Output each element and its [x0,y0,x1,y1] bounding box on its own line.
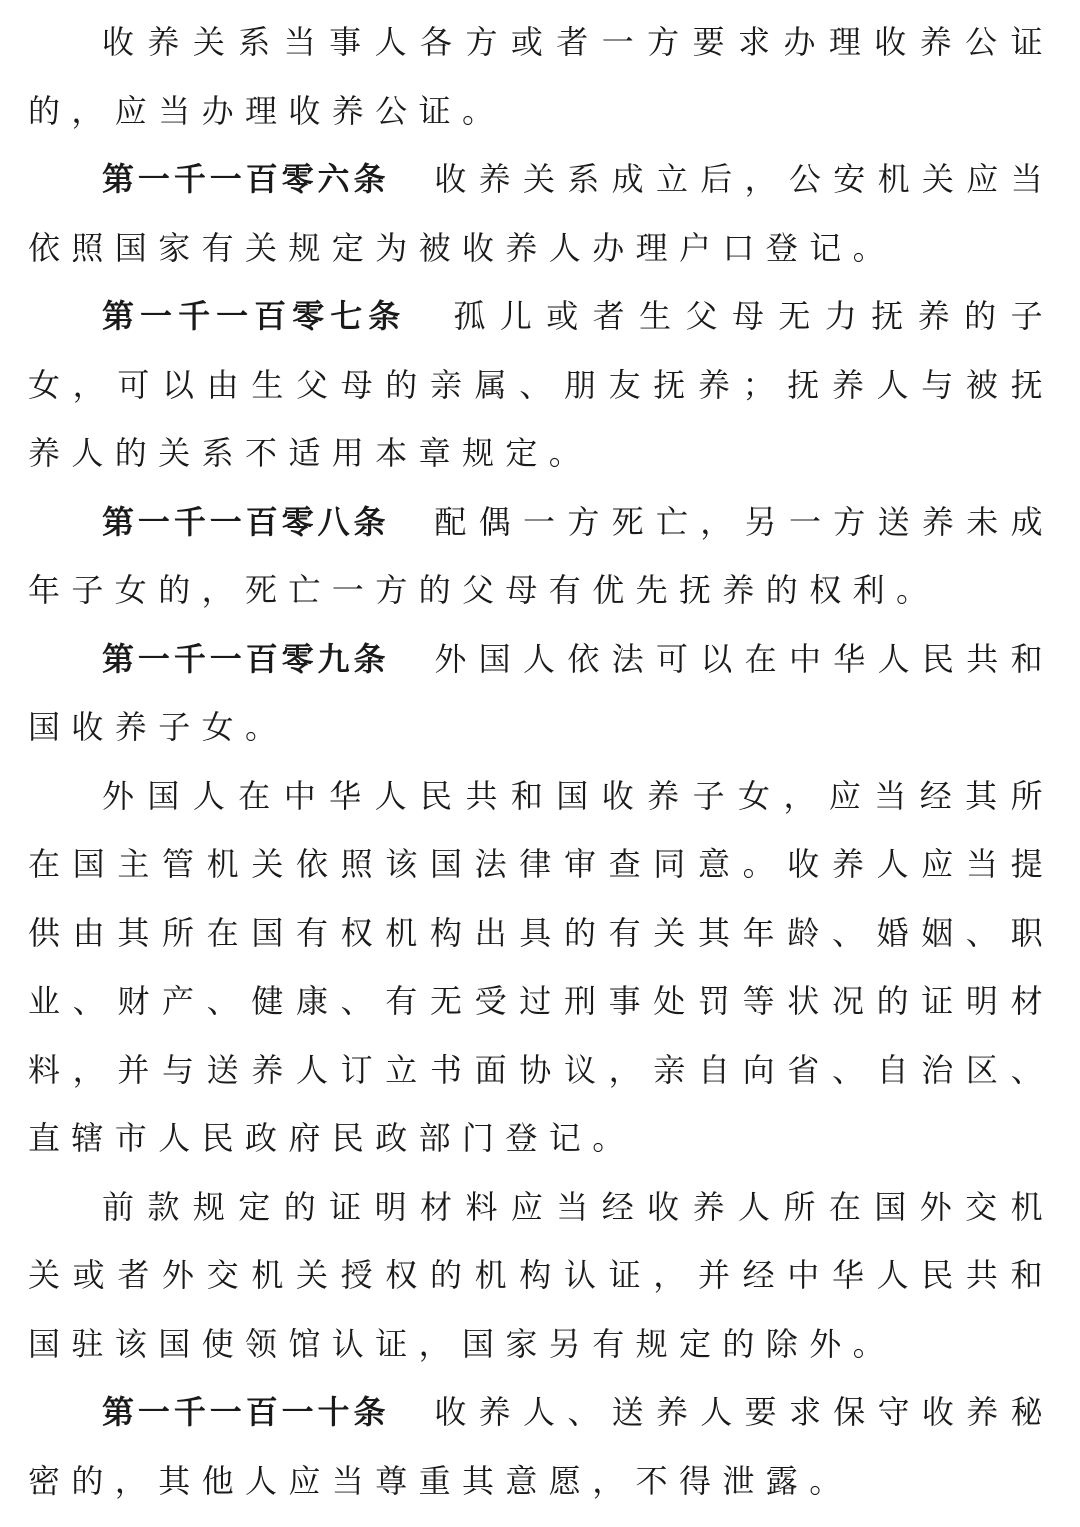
paragraph-text: 外国人在中华人民共和国收养子女，应当经其所在国主管机关依照该国法律审查同意。收养人应当提供由其所在国有权机构出具的有关其年龄、婚姻、职业、财产、健康、有无受过刑事处罚等状况的证明材料，并与送养人订立书面协议，亲自向省、自治区、直辖市人民政府民政部门登记。 [28,776,1054,1157]
article-1106 [28,145,1054,282]
article-1107 [28,282,1054,488]
paragraph-adoption-notarization [28,8,1054,145]
paragraph-certification [28,1173,1054,1379]
article-text: 收养人、送养人要求保守收养秘密的，其他人应当尊重其意愿，不得泄露。 [28,1393,1054,1500]
article-heading: 第一千一百零七条 [102,297,407,335]
article-heading: 第一千一百零九条 [102,639,390,678]
article-text: 配偶一方死亡，另一方送养未成年子女的，死亡一方的父母有优先抚养的权利。 [28,502,1054,609]
article-heading: 第一千一百零八条 [102,502,390,541]
article-1108 [28,488,1054,625]
paragraph-text: 收养关系当事人各方或者一方要求办理收养公证的，应当办理收养公证。 [28,23,1054,130]
article-text: 外国人依法可以在中华人民共和国收养子女。 [28,639,1054,746]
paragraph-text: 前款规定的证明材料应当经收养人所在国外交机关或者外交机关授权的机构认证，并经中华人民共和国驻该国使领馆认证，国家另有规定的除外。 [28,1187,1054,1363]
article-heading: 第一千一百一十条 [102,1393,390,1431]
article-heading: 第一千一百零六条 [102,160,390,198]
article-text: 收养关系成立后，公安机关应当依照国家有关规定为被收养人办理户口登记。 [28,160,1054,267]
article-text: 孤儿或者生父母无力抚养的子女，可以由生父母的亲属、朋友抚养；抚养人与被抚养人的关系不适用本章规定。 [28,297,1054,472]
article-1109 [28,625,1054,762]
paragraph-foreign-adoption-approval [28,762,1054,1173]
article-1110 [28,1378,1054,1515]
